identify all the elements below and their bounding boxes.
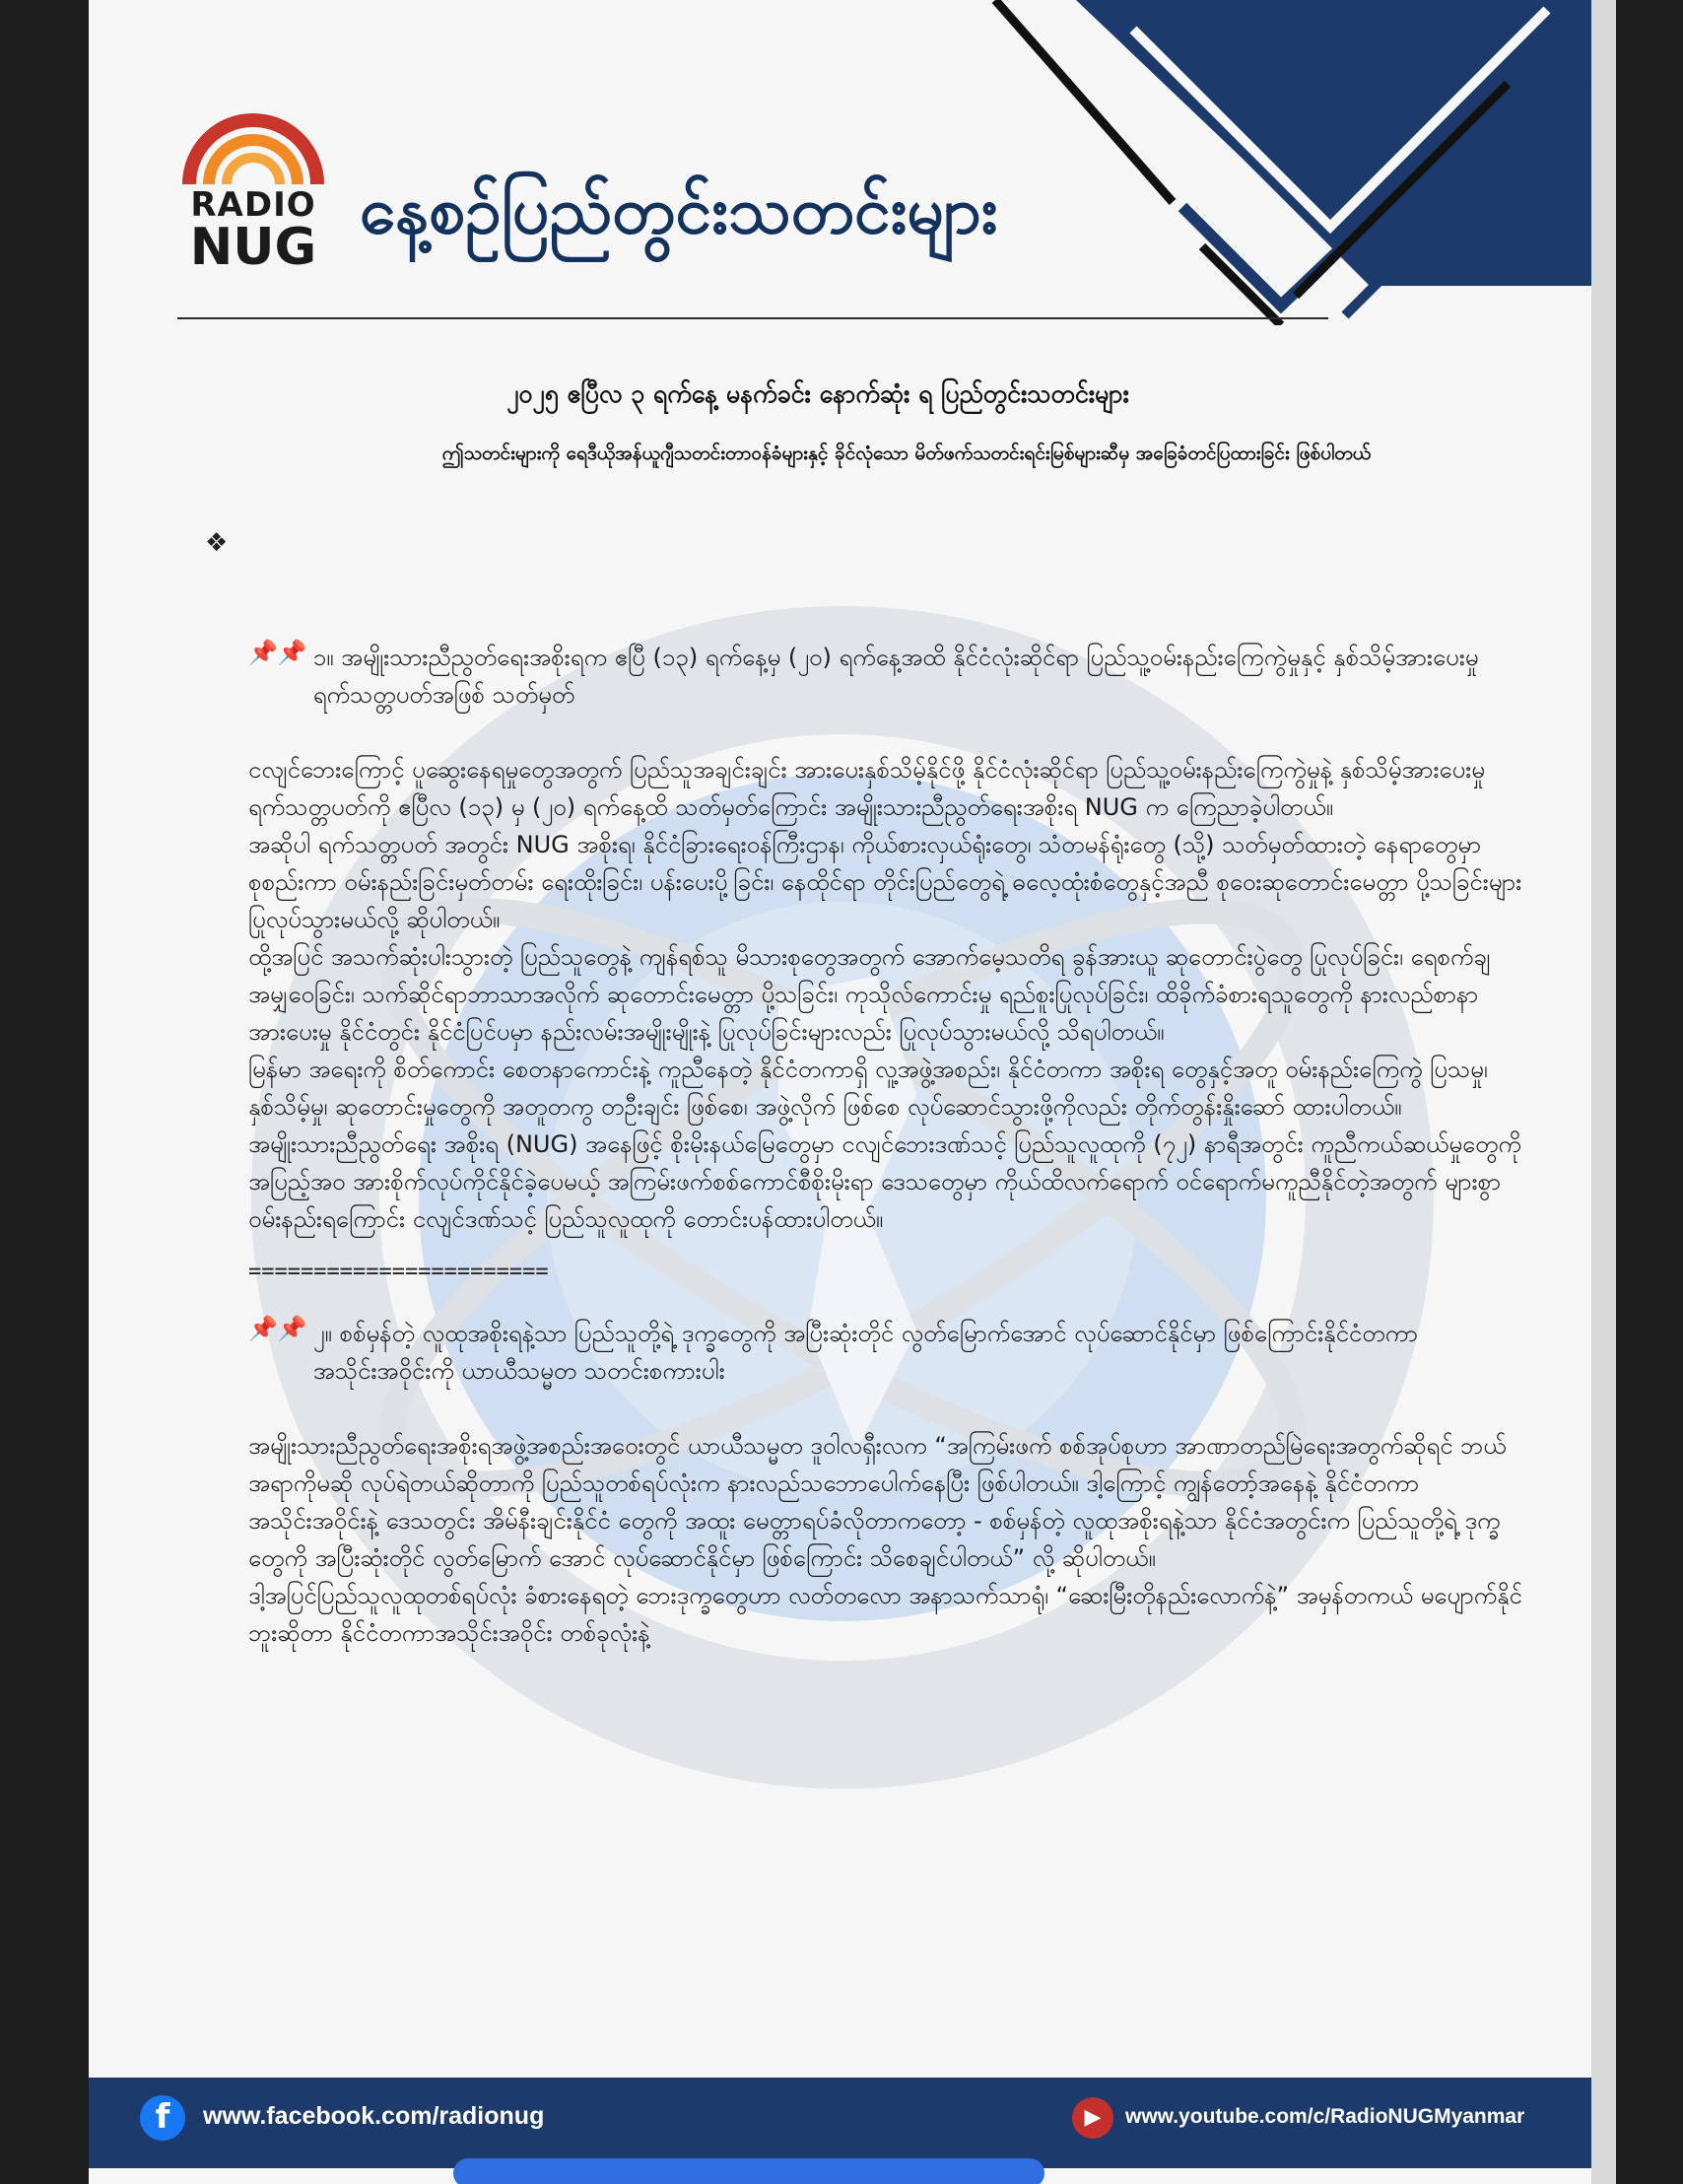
page-subheadline: ဤသတင်းများကို ရေဒီယိုအန်ယူဂျီသတင်းတာဝန်ခံများနှင့် ခိုင်လုံသော မိတ်ဖက်သတင်းရင်းမြစ်များဆီမှ အခြေခံတင်ပြထားခြင်း ဖြစ်ပါတယ်: [441, 443, 1372, 464]
diamond-bullet-icon: ❖: [205, 528, 229, 558]
logo-rainbow-icon: [179, 110, 327, 189]
radio-nug-logo: [179, 110, 327, 276]
page-headline: ၂၀၂၅ ဧပြီလ ၃ ရက်နေ့ မနက်ခင်း နောက်ဆုံး ရ ပြည်တွင်းသတင်းများ: [506, 379, 1129, 408]
news-item-2-title: [248, 1315, 1529, 1390]
news-paragraph: ငလျင်ဘေးကြောင့် ပူဆွေးနေရမှုတွေအတွက် ပြည်သူအချင်းချင်း အားပေးနှစ်သိမ့်နိုင်ဖို့ နိုင်ငံလုံးဆိုင်ရာ ပြည်သူ့ဝမ်းနည်းကြေကွဲမှုနဲ့ နှစ်သိမ့်အားပေးမှု ရက်သတ္တပတ်ကို ဧပြီလ (၁၃) မှ (၂၀) ရက်နေ့ထိ သတ်မှတ်ကြောင်း အမျိုးသားညီညွတ်ရေးအစိုးရ NUG က ကြေညာခဲ့ပါတယ်။: [248, 756, 1485, 821]
news-item-1-title: [248, 639, 1529, 714]
news-paragraph: မြန်မာ အရေးကို စိတ်ကောင်း စေတနာကောင်းနဲ့ ကူညီနေတဲ့ နိုင်ငံတကာရှိ လူ့အဖွဲ့အစည်း၊ နိုင်ငံတကာ အစိုးရ တွေနှင့်အတူ ဝမ်းနည်းကြေကွဲ ပြသမှု၊ နှစ်သိမ့်မှု၊ ဆုတောင်းမှုတွေကို အတူတကွ တဦးချင်း ဖြစ်စေ၊ အဖွဲ့လိုက် ဖြစ်စေ လုပ်ဆောင်သွားဖို့ကိုလည်း တိုက်တွန်းနှိုးဆော် ထားပါတယ်။: [248, 1056, 1488, 1121]
news-paragraph: အဆိုပါ ရက်သတ္တပတ် အတွင်း NUG အစိုးရ၊ နိုင်ငံခြားရေးဝန်ကြီးဌာန၊ ကိုယ်စားလှယ်ရုံးတွေ၊ သံတမန်ရုံးတွေ (သို့) သတ်မှတ်ထားတဲ့ နေရာတွေမှာ စုစည်းကာ ဝမ်းနည်းခြင်းမှတ်တမ်း ရေးထိုးခြင်း၊ ပန်းပေးပို့ခြင်း၊ နေထိုင်ရာ တိုင်းပြည်တွေရဲ့ ဓလေ့ထုံးစံတွေနှင့်အညီ စုဝေးဆုတောင်းမေတ္တာ ပို့သခြင်းများ ပြုလုပ်သွားမယ်လို့ ဆိုပါတယ်။: [248, 831, 1522, 933]
brand-title: နေ့စဉ်ပြည်တွင်းသတင်းများ: [360, 172, 998, 248]
logo-radio-text: RADIO: [190, 185, 316, 225]
facebook-link[interactable]: www.facebook.com/radionug: [203, 2102, 545, 2130]
section-separator: =======================: [248, 1260, 549, 1284]
logo-nug-text: NUG: [189, 218, 317, 277]
youtube-link[interactable]: www.youtube.com/c/RadioNUGMyanmar: [1125, 2105, 1525, 2128]
pushpin-icon: 📌📌: [248, 1315, 307, 1342]
page-edge: [1591, 0, 1616, 2184]
header-divider: [177, 317, 1328, 319]
news-paragraph: အမျိုးသားညီညွတ်ရေးအစိုးရအဖွဲ့အစည်းအဝေးတွင် ယာယီသမ္မတ ဒူဝါလရှီးလက “အကြမ်းဖက် စစ်အုပ်စုဟာ အာဏာတည်မြဲရေးအတွက်ဆိုရင် ဘယ်အရာကိုမဆို လုပ်ရဲတယ်ဆိုတာကို ပြည်သူတစ်ရပ်လုံးက နားလည်သဘောပေါက်နေပြီး ဖြစ်ပါတယ်။ ဒါ့ကြောင့် ကျွန်တော့်အနေနဲ့ နိုင်ငံတကာအသိုင်းအဝိုင်းနဲ့ ဒေသတွင်း အိမ်နီးချင်းနိုင်ငံ တွေကို အထူး မေတ္တာရပ်ခံလိုတာကတော့ - စစ်မှန်တဲ့ လူထုအစိုးရနဲ့သာ နိုင်ငံအတွင်းက ပြည်သူတို့ရဲ့ ဒုက္ခတွေကို အပြီးဆုံးတိုင် လွတ်မြောက် အောင် လုပ်ဆောင်နိုင်မှာ ဖြစ်ကြောင်း သိစေချင်ပါတယ်” လို့ ဆိုပါတယ်။: [248, 1432, 1507, 1572]
header-decoration-icon: [956, 0, 1591, 325]
pushpin-icon: 📌📌: [248, 639, 307, 666]
facebook-icon[interactable]: f: [140, 2095, 185, 2141]
document-page: [89, 0, 1591, 2184]
article-body: [248, 639, 1529, 1652]
footer-accent: [453, 2158, 1044, 2184]
news-item-title-text: ၁။ အမျိုးသားညီညွတ်ရေးအစိုးရက ဧပြီ (၁၃) ရက်နေ့မှ (၂၀) ရက်နေ့အထိ နိုင်ငံလုံးဆိုင်ရာ ပြည်သူ့ဝမ်းနည်းကြေကွဲမှုနှင့် နှစ်သိမ့်အားပေးမှု ရက်သတ္တပတ်အဖြစ် သတ်မှတ်: [312, 644, 1479, 709]
news-paragraph: အမျိုးသားညီညွတ်ရေး အစိုးရ (NUG) အနေဖြင့် စိုးမိုးနယ်မြေတွေမှာ ငလျင်ဘေးဒဏ်သင့် ပြည်သူလူထုကို (၇၂) နာရီအတွင်း ကူညီကယ်ဆယ်မှုတွေကို အပြည့်အဝ အားစိုက်လုပ်ကိုင်နိုင်ခဲ့ပေမယ့် အကြမ်းဖက်စစ်ကောင်စီစိုးမိုးရာ ဒေသတွေမှာ ကိုယ်ထိလက်ရောက် ဝင်ရောက်မကူညီနိုင်တဲ့အတွက် များစွာ ဝမ်းနည်းရကြောင်း ငလျင်ဒဏ်သင့် ပြည်သူလူထုကို တောင်းပန်ထားပါတယ်။: [248, 1130, 1521, 1233]
news-paragraph: ဒါ့အပြင်ပြည်သူလူထုတစ်ရပ်လုံး ခံစားနေရတဲ့ ဘေးဒုက္ခတွေဟာ လတ်တလော အနာသက်သာရုံ၊ “ဆေးမြီးတိုနည်းလောက်နဲ့” အမှန်တကယ် မပျောက်နိုင်ဘူးဆိုတာ နိုင်ငံတကာအသိုင်းအဝိုင်း တစ်ခုလုံးနဲ့: [248, 1582, 1522, 1647]
news-item-title-text: ၂။ စစ်မှန်တဲ့ လူထုအစိုးရနဲ့သာ ပြည်သူတို့ရဲ့ ဒုက္ခတွေကို အပြီးဆုံးတိုင် လွတ်မြောက်အောင် လုပ်ဆောင်နိုင်မှာ ဖြစ်ကြောင်းနိုင်ငံတကာအသိုင်းအဝိုင်းကို ယာယီသမ္မတ သတင်းစကားပါး: [312, 1320, 1418, 1385]
news-paragraph: ထို့အပြင် အသက်ဆုံးပါးသွားတဲ့ ပြည်သူတွေနဲ့ ကျန်ရစ်သူ မိသားစုတွေအတွက် အောက်မေ့သတိရ ခွန်အားယူ ဆုတောင်းပွဲတွေ ပြုလုပ်ခြင်း၊ ရေစက်ချအမျှဝေခြင်း၊ သက်ဆိုင်ရာဘာသာအလိုက် ဆုတောင်းမေတ္တာ ပို့သခြင်း၊ ကုသိုလ်ကောင်းမှု ရည်စူးပြုလုပ်ခြင်း၊ ထိခိုက်ခံစားရသူတွေကို နားလည်စာနာအားပေးမှု နိုင်ငံတွင်း နိုင်ငံပြင်ပမှာ နည်းလမ်းအမျိုးမျိုးနဲ့ ပြုလုပ်ခြင်းများလည်း ပြုလုပ်သွားမယ်လို့ သိရပါတယ်။: [248, 943, 1491, 1046]
youtube-icon[interactable]: ▶: [1072, 2097, 1113, 2139]
